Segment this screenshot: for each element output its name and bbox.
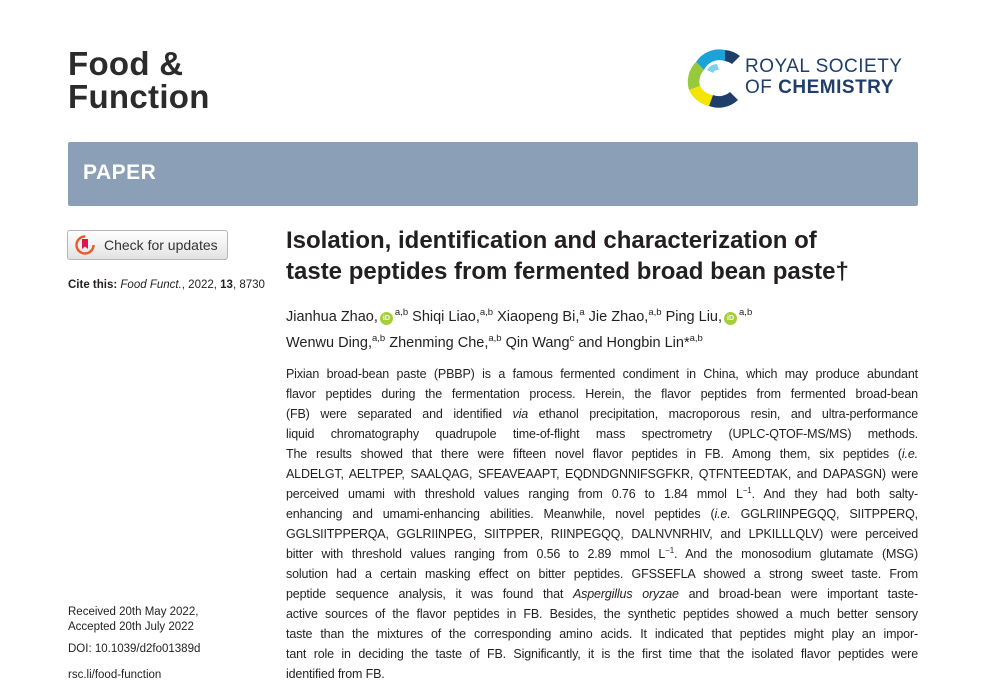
affiliation-sup: a,b bbox=[371, 332, 386, 344]
publisher-line2-prefix: OF bbox=[745, 77, 779, 98]
publisher-line2 bbox=[745, 77, 902, 98]
journal-title-line2: Function bbox=[68, 78, 210, 115]
check-for-updates-button[interactable] bbox=[67, 230, 228, 260]
received-date: Received 20th May 2022, bbox=[68, 606, 199, 618]
affiliation-sup: a,b bbox=[488, 332, 502, 344]
journal-title bbox=[68, 47, 210, 113]
orcid-icon[interactable]: iD bbox=[380, 312, 393, 325]
author-name: and Hongbin Lin* bbox=[574, 334, 690, 351]
publisher-line1: ROYAL SOCIETY bbox=[745, 56, 903, 77]
affiliation-sup: c bbox=[569, 332, 575, 344]
abstract bbox=[286, 364, 918, 684]
abstract-line: (FB) were separated and identified via ethanol precipitation, macroporous resin, and ultra-performance bbox=[286, 407, 918, 421]
abstract-line: flavor peptides during the fermentation process. Herein, the flavor peptides from fermented broad-bean bbox=[286, 387, 918, 401]
author-line-1 bbox=[286, 302, 916, 328]
abstract-line: liquid chromatography quadrupole time-of-flight mass spectrometry (UPLC-QTOF-MS/MS) methods. bbox=[286, 427, 918, 441]
article-title bbox=[286, 225, 916, 287]
check-for-updates-label: Check for updates bbox=[104, 237, 218, 253]
author-list bbox=[286, 302, 916, 354]
author-name: Zhenming Che, bbox=[385, 334, 489, 351]
affiliation-sup: a,b bbox=[648, 307, 662, 318]
bookmark-refresh-icon bbox=[75, 235, 95, 255]
affiliation-sup: a,b bbox=[739, 307, 753, 318]
article-title-line1: Isolation, identification and characterization of bbox=[286, 227, 817, 254]
author-name: Wenwu Ding, bbox=[286, 334, 372, 351]
author-name: Jianhua Zhao, bbox=[286, 308, 378, 325]
abstract-line: bitter with threshold values ranging from 0.56 to 2.89 mmol $L^{-1}$. And the monosodium glutamate (MSG) bbox=[286, 545, 918, 561]
doi[interactable]: DOI: 10.1039/d2fo01389d bbox=[68, 643, 201, 655]
cite-volume: 13 bbox=[220, 279, 233, 291]
abstract-line: tant role in deciding the taste of FB. Significantly, it is the first time that the isolated flavor peptides were bbox=[286, 647, 918, 661]
abstract-line: ALDELGT, AELTPEP, SAALQAG, SFEAVEAAPT, EQDNDGNNIFSGFKR, QTFNTEEDTAK, and DAPASGN) were bbox=[286, 467, 918, 481]
publisher-name bbox=[745, 56, 902, 98]
author-name: Qin Wang bbox=[501, 334, 570, 351]
abstract-line: Pixian broad-bean paste (PBBP) is a famous fermented condiment in China, which may produce abundant bbox=[286, 367, 918, 381]
affiliation-sup: a,b bbox=[689, 332, 703, 344]
author-name: Jie Zhao, bbox=[584, 308, 649, 325]
abstract-line: peptide sequence analysis, it was found that Aspergillus oryzae and broad-bean were important taste- bbox=[286, 587, 918, 601]
cite-journal: Food Funct. bbox=[120, 279, 182, 291]
citation bbox=[68, 279, 265, 291]
abstract-line: solution had a certain masking effect on bitter peptides. GFSSEFLA showed a strong sweet taste. From bbox=[286, 567, 918, 581]
affiliation-sup: a,b bbox=[394, 307, 409, 318]
article-type-banner bbox=[68, 142, 918, 206]
author-name: Ping Liu, bbox=[661, 308, 723, 325]
article-type-label: PAPER bbox=[83, 161, 157, 184]
affiliation-sup: a bbox=[579, 307, 585, 318]
article-history bbox=[68, 605, 198, 635]
abstract-line: identified from FB. bbox=[286, 667, 385, 681]
abstract-line: GGLSIITPPERQA, GGLRIINPEG, SIITPPER, RIINPEGQQ, DALNVNRHIV, and LPKILLLQLV) were perceived bbox=[286, 527, 918, 541]
author-name: Shiqi Liao, bbox=[408, 308, 480, 325]
abstract-line: The results showed that there were fifteen novel flavor peptides in FB. Among them, six peptides (i.e. bbox=[286, 447, 918, 461]
affiliation-sup: a,b bbox=[479, 307, 494, 318]
cite-label: Cite this: bbox=[68, 279, 118, 291]
abstract-line: perceived umami with threshold values ranging from 0.76 to 1.84 mmol $L^{-1}$. And they had both salty- bbox=[286, 485, 918, 501]
publisher-line2-bold: CHEMISTRY bbox=[778, 77, 894, 98]
author-name: Xiaopeng Bi, bbox=[493, 308, 580, 325]
journal-website-link[interactable]: rsc.li/food-function bbox=[68, 669, 162, 681]
orcid-icon[interactable]: iD bbox=[724, 312, 737, 325]
journal-title-line1: Food & bbox=[68, 45, 184, 82]
cite-year: , 2022, bbox=[181, 279, 221, 291]
abstract-line: active sources of the flavor peptides in FB. Besides, the synthetic peptides showed a much better sensory bbox=[286, 607, 918, 621]
author-line-2 bbox=[286, 328, 916, 354]
accepted-date: Accepted 20th July 2022 bbox=[68, 621, 194, 633]
article-title-line2: taste peptides from fermented broad bean paste† bbox=[286, 258, 849, 285]
abstract-line: enhancing and umami-enhancing abilities. Meanwhile, novel peptides (i.e. GGLRIINPEGQQ, SIITPPERQ, bbox=[286, 507, 918, 521]
abstract-line: taste than the mixtures of the corresponding amino acids. It indicated that peptides might play an impor- bbox=[286, 627, 918, 641]
cite-page: , 8730 bbox=[232, 279, 265, 291]
